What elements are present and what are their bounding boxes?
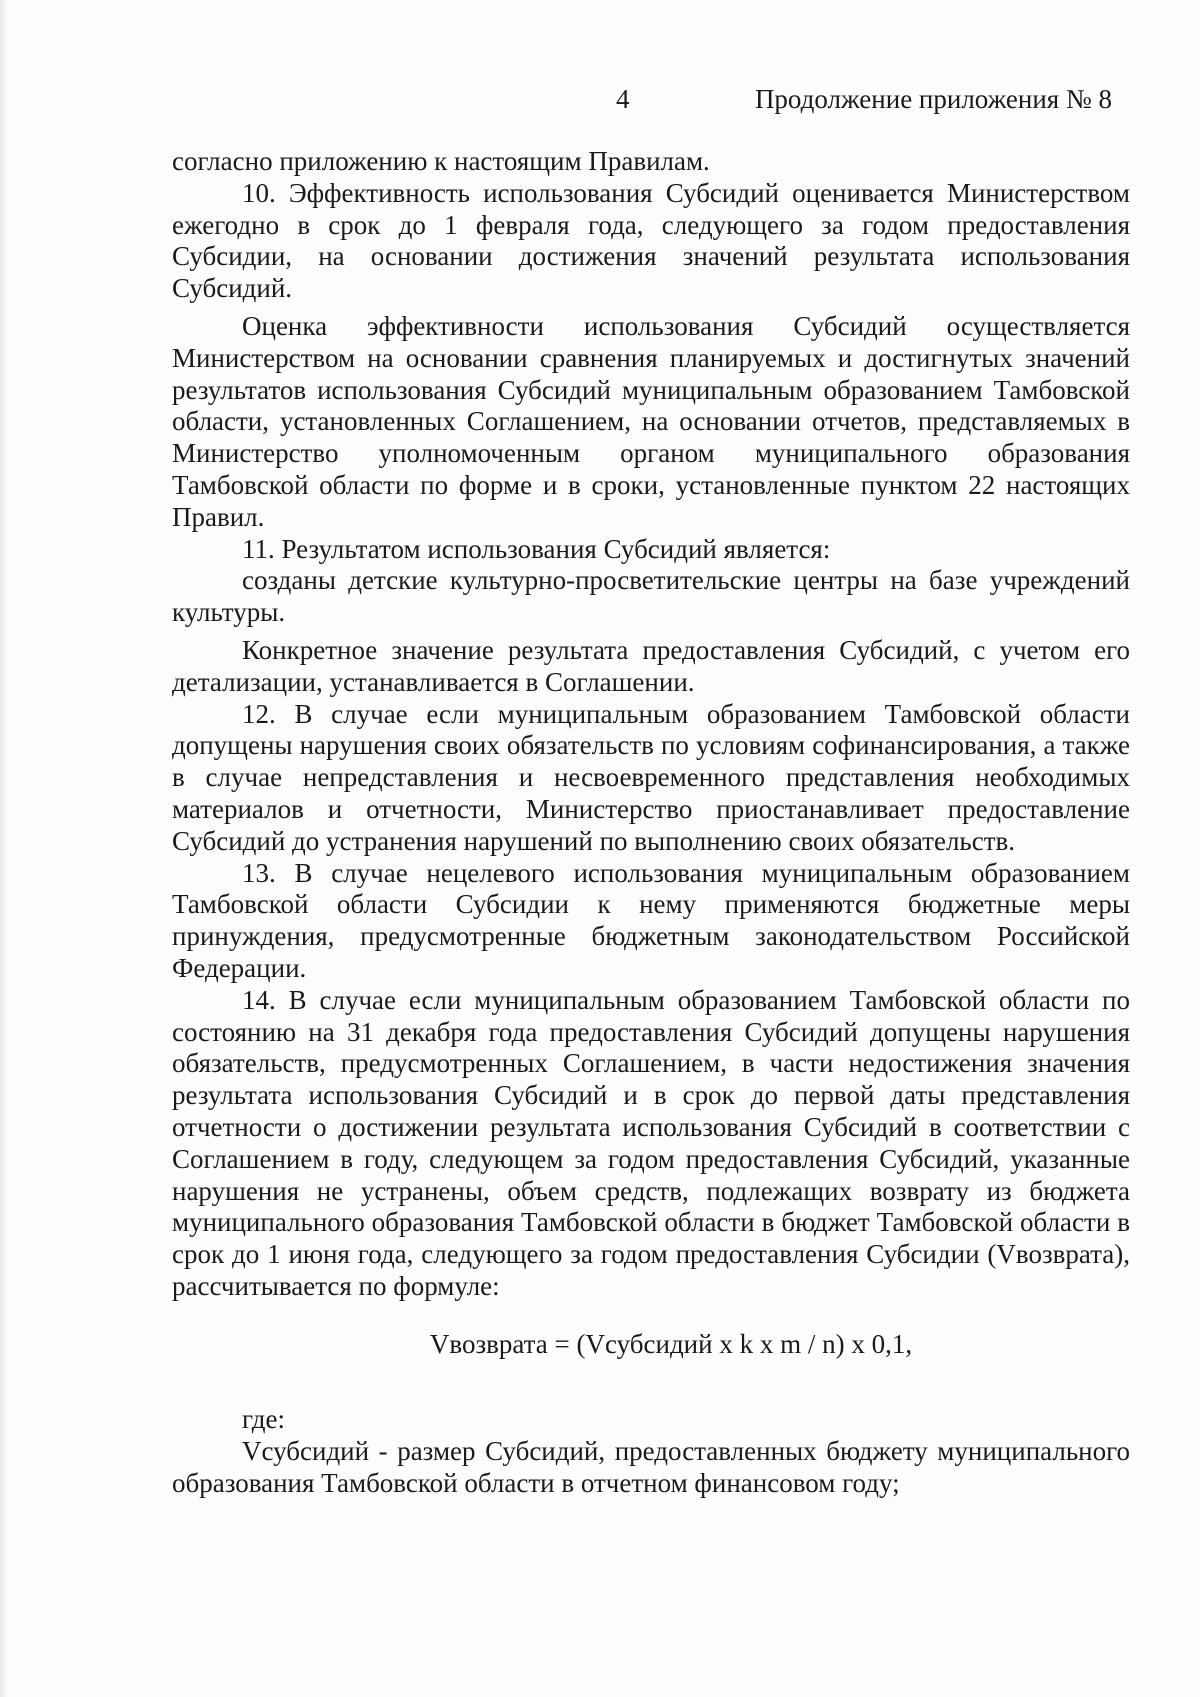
paragraph-item-13: 13. В случае нецелевого использования муниципальным образованием Тамбовской области Субсидии к нему применяются бюджетные меры принуждения, предусмотренные бюджетным законодательством Российской Федерации. <box>172 857 1130 983</box>
paragraph-item-11: 11. Результатом использования Субсидий является: <box>242 533 831 564</box>
refund-formula: Vвозврата = (Vсубсидий x k x m / n) x 0,1, <box>429 1328 913 1359</box>
page-number: 4 <box>616 84 630 114</box>
paragraph-evaluation: Оценка эффективности использования Субсидий осуществляется Министерством на основании сравнения планируемых и достигнутых значений результатов использования Субсидий муниципальным образованием Тамбовской области, установленных Соглашением, на основании отчетов, представляемых в Министерство уполномоченным органом муниципального образования Тамбовской области по форме и в сроки, установленные пунктом 22 настоящих Правил. <box>172 310 1130 532</box>
page-header <box>0 84 1200 124</box>
paragraph-result: созданы детские культурно-просветительские центры на базе учреждений культуры. <box>172 565 1130 628</box>
paragraph-continuation: согласно приложению к настоящим Правилам. <box>172 146 710 176</box>
definition-vsubsidy: Vсубсидий - размер Субсидий, предоставленных бюджету муниципального образования Тамбовской области в отчетном финансовом году; <box>172 1436 1130 1499</box>
paragraph-item-12: 12. В случае если муниципальным образованием Тамбовской области допущены нарушения своих обязательств по условиям софинансирования, а также в случае непредставления и несвоевременного представления необходимых материалов и отчетности, Министерство приостанавливает предоставление Субсидий до устранения нарушений по выполнению своих обязательств. <box>172 698 1130 856</box>
paragraph-item-10: 10. Эффективность использования Субсидий оценивается Министерством ежегодно в срок до 1 февраля года, следующего за годом предоставления Субсидии, на основании достижения значений результата использования Субсидий. <box>172 177 1130 304</box>
appendix-continuation-note: Продолжение приложения № 8 <box>754 84 1112 114</box>
document-body <box>172 146 1130 1500</box>
where-label: где: <box>242 1404 285 1435</box>
paragraph-specific-value: Конкретное значение результата предоставления Субсидий, с учетом его детализации, устанавливается в Соглашении. <box>172 634 1130 697</box>
scan-edge <box>0 0 8 1697</box>
paragraph-item-14: 14. В случае если муниципальным образованием Тамбовской области по состоянию на 31 декабря года предоставления Субсидий допущены нарушения обязательств, предусмотренных Соглашением, в части недостижения значения результата использования Субсидий и в срок до первой даты представления отчетности о достижении результата использования Субсидий в соответствии с Соглашением в году, следующем за годом предоставления Субсидий, указанные нарушения не устранены, объем средств, подлежащих возврату из бюджета муниципального образования Тамбовской области в бюджет Тамбовской области в срок до 1 июня года, следующего за годом предоставления Субсидии (Vвозврата), рассчитывается по формуле: <box>172 984 1130 1301</box>
